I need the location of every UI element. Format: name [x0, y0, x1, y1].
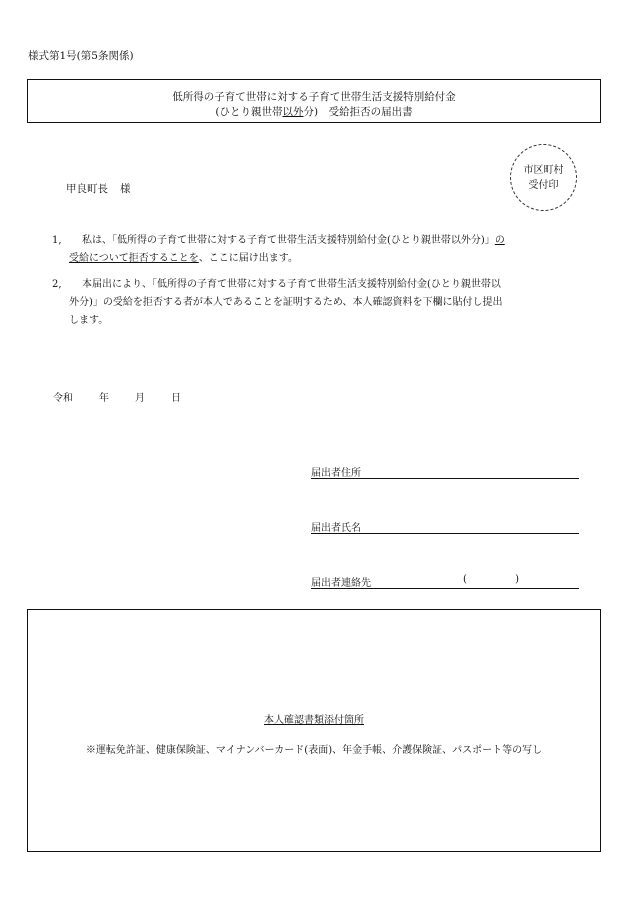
addressee-name: 甲良町長 [66, 183, 108, 195]
item-1-line-2 [69, 250, 592, 268]
item-2-line-1: 本届出により、「低所得の子育て世帯に対する子育て世帯生活支援特別給付金(ひとり親世帯以 [82, 279, 501, 290]
addressee [66, 181, 131, 196]
attachment-note: ※運転免許証、健康保険証、マイナンバーカード(表面)、年金手帳、介護保険証、パスポート等の写し [85, 745, 543, 756]
attachment-title-text: 本人確認書類添付箇所 [264, 715, 364, 726]
paren-open: ( [463, 574, 467, 585]
item-1-line-2-text: 、ここに届け出ます。 [198, 253, 299, 264]
attachment-title [28, 711, 600, 726]
title-line-2 [28, 104, 600, 119]
item-1-line-1 [69, 232, 592, 250]
date-day: 日 [171, 393, 181, 404]
reception-stamp-area [510, 144, 577, 211]
item-2-line-3: します。 [69, 315, 109, 326]
applicant-contact-label: 届出者連絡先 [311, 578, 371, 589]
date-month: 月 [135, 393, 145, 404]
title-line-2-suffix: 分) 受給拒否の届出書 [303, 106, 413, 118]
item-1-line-1-text: 私は、「低所得の子育て世帯に対する子育て世帯生活支援特別給付金(ひとり親世帯以外分)」 [82, 235, 495, 246]
form-number: 様式第1号(第5条関係) [28, 50, 134, 62]
id-document-attachment-box [27, 609, 601, 852]
applicant-address-field[interactable] [311, 464, 579, 479]
item-1-line-2-underlined: 受給について拒否することを [69, 253, 199, 264]
date-line [53, 389, 181, 404]
addressee-honorific: 様 [120, 183, 131, 195]
item-1-line-1-underlined: の [494, 235, 505, 246]
applicant-name-label: 届出者氏名 [311, 523, 361, 534]
date-era: 令和 [53, 393, 73, 404]
item-2-line-2: 外分)」の受給を拒否する者が本人であることを証明するため、本人確認資料を下欄に貼付し提出 [69, 297, 503, 308]
title-line-1: 低所得の子育て世帯に対する子育て世帯生活支援特別給付金 [172, 91, 456, 103]
stamp-label-line-2: 受付印 [528, 180, 559, 191]
applicant-contact-field[interactable] [311, 574, 579, 589]
item-number: 2, [52, 279, 62, 290]
title-box [27, 79, 601, 123]
stamp-label-line-1: 市区町村 [523, 165, 564, 176]
applicant-name-field[interactable] [311, 519, 579, 534]
applicant-address-label: 届出者住所 [311, 468, 361, 479]
paren-close: ) [515, 574, 519, 585]
item-number: 1, [52, 235, 62, 246]
date-year: 年 [99, 393, 109, 404]
title-line-2-underlined: 以外 [282, 106, 304, 118]
title-line-2-prefix: (ひとり親世帯 [215, 106, 283, 118]
